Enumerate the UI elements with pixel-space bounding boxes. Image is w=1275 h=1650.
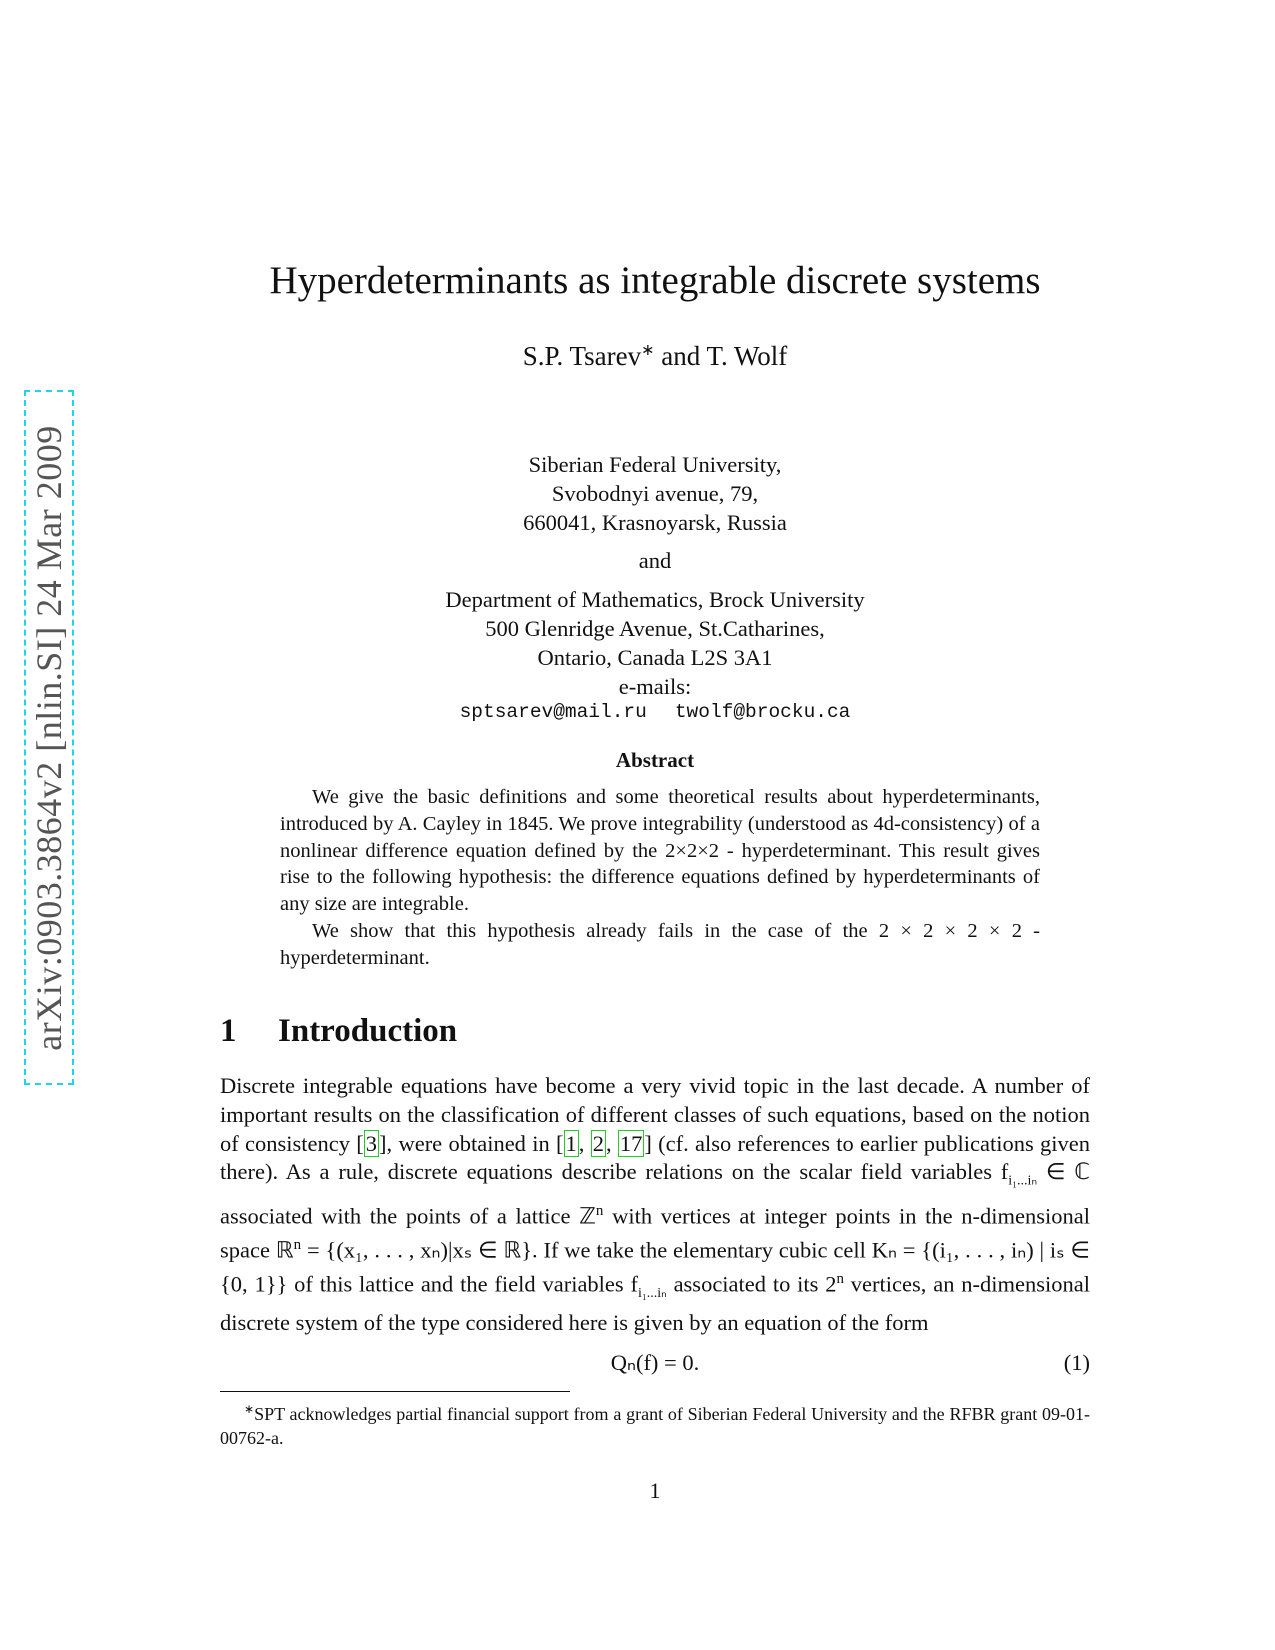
affiliation-line: Siberian Federal University, <box>528 452 782 477</box>
intro-paragraph: Discrete integrable equations have become a very vivid topic in the last decade. A number of important results on the classification of different classes of such equations, based on the notion of consistency [3], were obtained in [1, 2, 17] (cf. also references to earlier publications given there). As a rule, discrete equations describe relations on the scalar field variables $f_{i_1...i_n}$ ∈ ℂ associated with the points of a lattice ℤ$^n$ with vertices at integer points in the n-dimensional space ℝ$^n$ = {(x₁, . . . , xₙ)|xₛ ∈ ℝ}. If we take the elementary cubic cell Kₙ = {(i₁, . . . , iₙ) | iₛ ∈ {0, 1}} of this lattice and the field variables $f_{i_1...i_n}$ associated to its 2$^n$ vertices, an n-dimensional discrete system of the type considered here is given by an equation of the form <box>220 1073 1091 1336</box>
affiliation-line: e-mails: <box>618 674 692 699</box>
intro-text: ] (cf. also references to earlier publications given there). As a rule, discrete equations describe relations on the scalar field variables f <box>220 1130 1091 1185</box>
footnote-text: SPT acknowledges partial financial support from a grant of Siberian Federal University and the RFBR grant 09-01-00762-a. <box>220 1404 1090 1448</box>
author-tsarev: S.P. Tsarev <box>522 341 642 371</box>
author-line <box>0 340 1275 372</box>
footnote-mark: ∗ <box>244 1402 255 1416</box>
equation-1 <box>220 1350 1090 1382</box>
author-wolf: T. Wolf <box>706 341 788 371</box>
author-joiner: and <box>654 341 707 371</box>
abstract-paragraph: We show that this hypothesis already fails in the case of the 2 × 2 × 2 × 2 - hyperdeterminant. <box>280 919 1040 969</box>
citation-link[interactable]: 3 <box>365 1130 378 1156</box>
abstract-paragraph: We give the basic definitions and some theoretical results about hyperdeterminants, introduced by A. Cayley in 1845. We prove integrability (understood as 4d-consistency) of a nonlinear difference equation defined by the 2×2×2 - hyperdeterminant. This result gives rise to the following hypothesis: the difference equations defined by hyperdeterminants of any size are integrable. <box>280 786 1040 916</box>
superscript: n <box>595 1202 604 1219</box>
intro-text: , were obtained in [ <box>386 1130 564 1156</box>
footnote-divider <box>220 1391 570 1392</box>
paper-title: Hyperdeterminants as integrable discrete systems <box>269 259 1041 302</box>
superscript: n <box>293 1236 302 1253</box>
abstract-heading: Abstract <box>615 748 695 772</box>
abstract-body <box>280 784 1040 972</box>
citation-link[interactable]: 1 <box>565 1130 577 1156</box>
equation-number: (1) <box>1063 1350 1090 1375</box>
intro-text: vertices, an n-dimensional discrete system of the type considered here is given by an equation of the form <box>220 1271 1090 1336</box>
email-tsarev[interactable]: sptsarev@mail.ru <box>459 701 647 723</box>
affiliation-line: 660041, Krasnoyarsk, Russia <box>523 510 787 535</box>
citation-link[interactable]: 2 <box>592 1130 604 1156</box>
affiliation-line: 500 Glenridge Avenue, St.Catharines, <box>485 616 825 641</box>
citation-link[interactable]: 17 <box>619 1130 643 1156</box>
intro-text: associated to its 2 <box>666 1271 837 1297</box>
equation-expression: Qₙ(f) = 0. <box>610 1350 700 1375</box>
intro-text: ∈ ℂ associated with the points of a lattice ℤ <box>220 1159 1091 1229</box>
affiliation-line: Department of Mathematics, Brock University <box>445 587 865 612</box>
page-number: 1 <box>649 1478 661 1503</box>
affiliation-line: Ontario, Canada L2S 3A1 <box>537 645 773 670</box>
subscript: i₁...iₙ <box>638 1286 667 1302</box>
intro-text: Discrete integrable equations have become a very vivid topic in the last decade. A number of important results on the classification of different classes of such equations, based on the notion of consistency <box>220 1073 1090 1156</box>
affiliation-siberian <box>0 450 1275 537</box>
subscript: i₁...iₙ <box>1008 1173 1038 1189</box>
intro-text: = {(x₁, . . . , xₙ)|xₛ ∈ ℝ}. If we take the elementary cubic cell Kₙ = {(i₁, . . . , iₙ) | iₛ ∈ {0, 1}} of this lattice and the field variables f <box>220 1237 1090 1297</box>
arxiv-stamp-text: arXiv:0903.3864v2 [nlin.SI] 24 Mar 2009 <box>29 424 69 1051</box>
affiliation-and: and <box>638 548 672 573</box>
intro-text: with vertices at integer points in the n-dimensional space ℝ <box>220 1203 1090 1263</box>
author-footnote-mark: ∗ <box>641 342 655 359</box>
email-wolf[interactable]: twolf@brocku.ca <box>674 701 851 723</box>
email-list <box>0 701 1275 723</box>
section-number: 1 <box>220 1013 237 1049</box>
footnote <box>220 1397 1090 1450</box>
affiliation-brock <box>0 585 1275 701</box>
section-heading <box>220 1013 457 1050</box>
superscript: n <box>836 1271 844 1288</box>
affiliation-line: Svobodnyi avenue, 79, <box>551 481 759 506</box>
section-title: Introduction <box>278 1013 458 1049</box>
